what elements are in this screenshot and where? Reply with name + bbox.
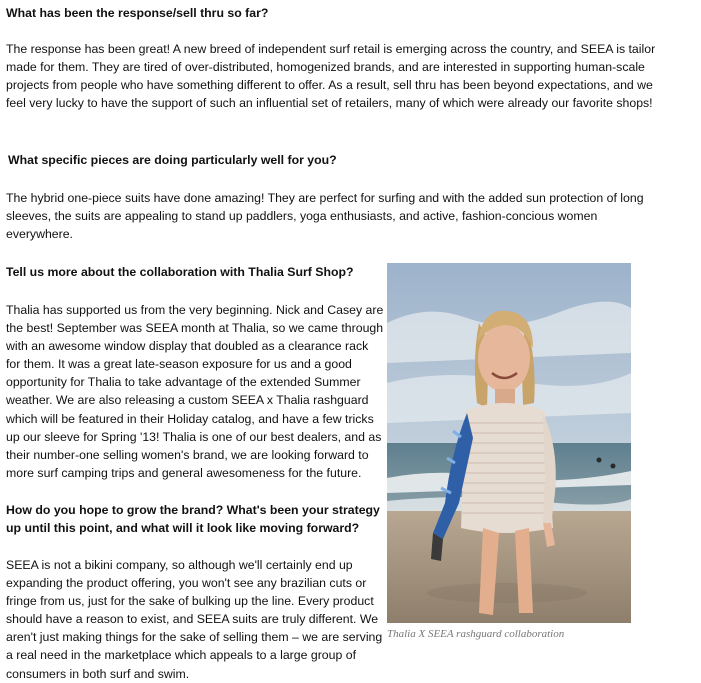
- answer-thalia-collaboration: Thalia has supported us from the very beginning. Nick and Casey are the best! September was SEEA month at Thalia, so we came through with an awesome window display that doubled as a clearance rack for them. It was a great late-season exposure for us and a good opportunity for Thalia to take advantage of the extended Summer weather. We are also releasing a custom SEEA x Thalia rashguard which will be featured in their Holiday catalog, and have a few tricks up our sleeve for Spring '13! Thalia is one of our best dealers, and as their number-one selling women's brand, we are looking forward to more surf camping trips and general awesomeness for the future.: [6, 303, 384, 480]
- photo-caption: Thalia X SEEA rashguard collaboration: [387, 628, 565, 640]
- answer-grow-brand: SEEA is not a bikini company, so although we'll certainly end up expanding the product offering, you won't see any brazilian cuts or fringe from us, just for the sake of bulking up the line. Every product should have a reason to exist, and SEEA suits are truly different. We aren't just making things for the sake of selling them – we are serving a real need in the marketplace which appeals to a large group of consumers in both surf and swim.: [6, 558, 383, 681]
- question-specific-pieces: What specific pieces are doing particularly well for you?: [8, 153, 337, 167]
- surfer-photo: [387, 263, 631, 623]
- answer-specific-pieces: The hybrid one-piece suits have done amazing! They are perfect for surfing and with the added sun protection of long sleeves, the suits are appealing to stand up paddlers, yoga enthusiasts, and active, fashion-concious women everywhere.: [6, 191, 644, 242]
- question-response-sell-thru: What has been the response/sell thru so far?: [6, 6, 269, 20]
- article-figure: [387, 263, 631, 640]
- question-thalia-collaboration: Tell us more about the collaboration with Thalia Surf Shop?: [6, 265, 354, 279]
- answer-response-sell-thru: The response has been great! A new breed of independent surf retail is emerging across the country, and SEEA is tailor made for them. They are tired of over-distributed, homogenized brands, and are interested in supporting human-scale projects from people who have something different to offer. As a result, sell thru has been beyond expectations, and we feel very lucky to have the support of such an influential set of retailers, many of which were already our favorite shops!: [6, 42, 656, 111]
- question-grow-brand: How do you hope to grow the brand? What's been your strategy up until this point, and what will it look like moving forward?: [6, 503, 380, 535]
